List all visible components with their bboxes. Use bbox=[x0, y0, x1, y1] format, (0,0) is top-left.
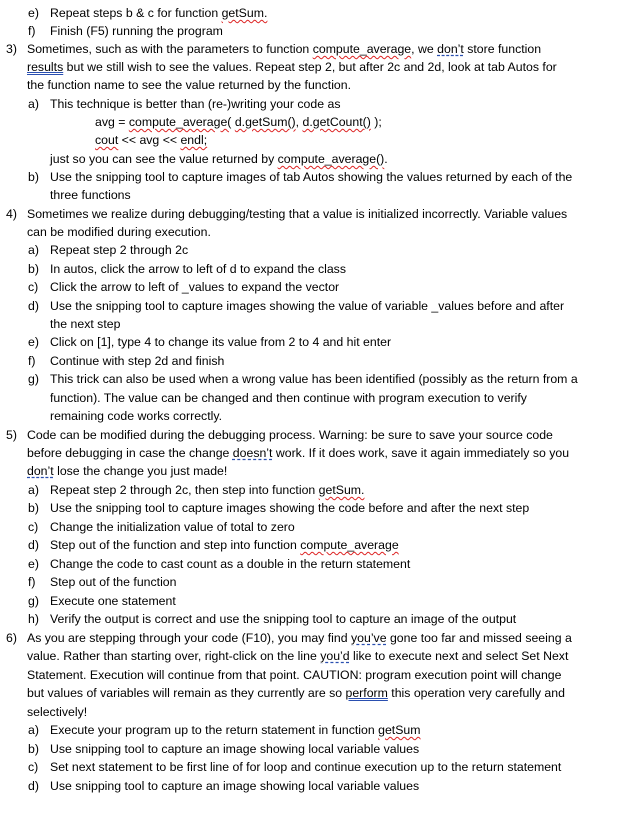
list-marker: b) bbox=[28, 742, 39, 756]
text-line: Change the initialization value of total to zero bbox=[50, 520, 295, 534]
list-marker: c) bbox=[28, 520, 39, 534]
text-line: three functions bbox=[50, 188, 131, 202]
text-line: As you are stepping through your code (F10), you may find you’ve gone too far and missed seeing a bbox=[27, 631, 572, 645]
text-line: avg = compute_average( d.getSum(), d.getCount() ); bbox=[95, 115, 382, 129]
text-line: value. Rather than starting over, right-click on the line you’d like to execute next and select Set Next bbox=[27, 649, 569, 663]
list-marker: d) bbox=[28, 538, 39, 552]
list-marker: 6) bbox=[6, 631, 17, 645]
list-marker: f) bbox=[28, 354, 36, 368]
list-marker: g) bbox=[28, 594, 39, 608]
list-marker: 4) bbox=[6, 207, 17, 221]
list-marker: f) bbox=[28, 24, 36, 38]
text-line: just so you can see the value returned by compute_average(). bbox=[50, 152, 388, 166]
list-marker: c) bbox=[28, 760, 39, 774]
text-line: results but we still wish to see the values. Repeat step 2, but after 2c and 2d, look at tab Autos for bbox=[27, 60, 557, 74]
text-line: Step out of the function bbox=[50, 575, 177, 589]
text-line: the function name to see the value returned by the function. bbox=[27, 78, 352, 92]
text-line: Statement. Execution will continue from that point. CAUTION: program execution point will change bbox=[27, 668, 562, 682]
text-line: Use snipping tool to capture an image showing local variable values bbox=[50, 742, 420, 756]
list-marker: 5) bbox=[6, 428, 17, 442]
text-line: Continue with step 2d and finish bbox=[50, 354, 225, 368]
text-line: Code can be modified during the debugging process. Warning: be sure to save your source code bbox=[27, 428, 553, 442]
text-line: before debugging in case the change doesn’t work. If it does work, save it again immediately so you bbox=[27, 446, 570, 460]
text-line: Execute your program up to the return statement in function getSum bbox=[50, 723, 421, 737]
text-line: Click the arrow to left of _values to expand the vector bbox=[50, 280, 340, 294]
text-line: Use the snipping tool to capture images showing the code before and after the next step bbox=[50, 501, 530, 515]
text-line: Repeat steps b & c for function getSum. bbox=[50, 6, 268, 20]
text-line: Change the code to cast count as a double in the return statement bbox=[50, 557, 411, 571]
list-marker: d) bbox=[28, 779, 39, 793]
text-line: Step out of the function and step into function compute_average bbox=[50, 538, 399, 552]
text-line: This technique is better than (re-)writing your code as bbox=[50, 97, 341, 111]
list-marker: b) bbox=[28, 262, 39, 276]
text-line: selectively! bbox=[27, 705, 88, 719]
list-marker: c) bbox=[28, 280, 39, 294]
text-line: cout << avg << endl; bbox=[95, 133, 208, 147]
text-line: Use the snipping tool to capture images showing the value of variable _values before and after bbox=[50, 299, 565, 313]
text-line: don’t lose the change you just made! bbox=[27, 464, 228, 478]
text-line: In autos, click the arrow to left of d to expand the class bbox=[50, 262, 346, 276]
list-marker: f) bbox=[28, 575, 36, 589]
text-line: Sometimes we realize during debugging/testing that a value is initialized incorrectly. Variable values bbox=[27, 207, 568, 221]
text-line: but values of variables will remain as they currently are so perform this operation very carefully and bbox=[27, 686, 565, 700]
text-line: function). The value can be changed and then continue with program execution to verify bbox=[50, 391, 527, 405]
list-marker: a) bbox=[28, 723, 39, 737]
list-marker: a) bbox=[28, 483, 39, 497]
list-marker: b) bbox=[28, 170, 39, 184]
list-marker: b) bbox=[28, 501, 39, 515]
list-marker: h) bbox=[28, 612, 39, 626]
text-line: Use the snipping tool to capture images of tab Autos showing the values returned by each of the bbox=[50, 170, 573, 184]
text-line: Sometimes, such as with the parameters to function compute_average, we don’t store function bbox=[27, 42, 542, 56]
text-line: the next step bbox=[50, 317, 121, 331]
list-marker: d) bbox=[28, 299, 39, 313]
text-line: Execute one statement bbox=[50, 594, 176, 608]
list-marker: a) bbox=[28, 243, 39, 257]
text-line: Verify the output is correct and use the snipping tool to capture an image of the output bbox=[50, 612, 517, 626]
text-line: Use snipping tool to capture an image showing local variable values bbox=[50, 779, 420, 793]
text-line: can be modified during execution. bbox=[27, 225, 211, 239]
list-marker: e) bbox=[28, 335, 39, 349]
text-line: This trick can also be used when a wrong value has been identified (possibly as the return from a bbox=[50, 372, 578, 386]
text-line: remaining code works correctly. bbox=[50, 409, 222, 423]
text-line: Click on [1], type 4 to change its value from 2 to 4 and hit enter bbox=[50, 335, 392, 349]
list-marker: e) bbox=[28, 557, 39, 571]
list-marker: e) bbox=[28, 6, 39, 20]
text-line: Set next statement to be first line of for loop and continue execution up to the return statement bbox=[50, 760, 562, 774]
list-marker: g) bbox=[28, 372, 39, 386]
text-line: Repeat step 2 through 2c bbox=[50, 243, 189, 257]
text-line: Repeat step 2 through 2c, then step into function getSum. bbox=[50, 483, 365, 497]
list-marker: a) bbox=[28, 97, 39, 111]
list-marker: 3) bbox=[6, 42, 17, 56]
text-line: Finish (F5) running the program bbox=[50, 24, 223, 38]
